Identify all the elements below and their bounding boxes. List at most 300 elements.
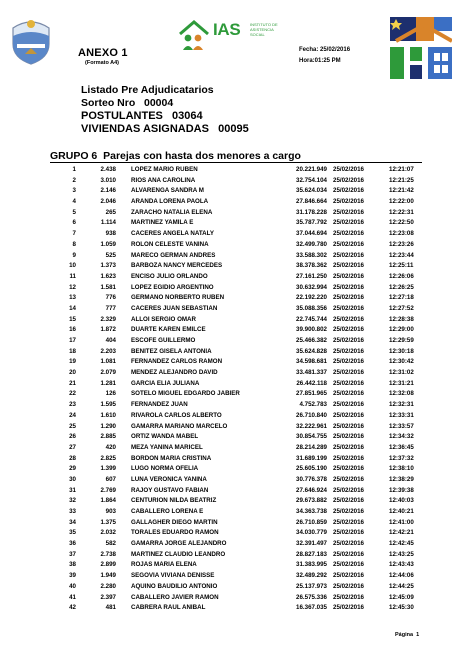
draw-time: 12:27:52 (389, 304, 414, 312)
applicant-name: BARBOZA NANCY MERCEDES (131, 262, 223, 270)
row-index: 20 (69, 369, 76, 377)
document-number: 30.854.755 (296, 433, 327, 441)
awardee-list (0, 165, 457, 614)
document-number: 31.383.995 (296, 561, 327, 569)
applicant-name: SOTELO MIGUEL EDGARDO JABIER (131, 390, 240, 398)
draw-date: 25/02/2016 (333, 337, 364, 344)
draw-date: 25/02/2016 (333, 604, 364, 612)
draw-time: 12:21:42 (389, 187, 414, 195)
list-item (0, 379, 457, 390)
document-number: 35.624.828 (296, 347, 327, 355)
draw-time: 12:23:26 (389, 240, 414, 248)
row-index: 31 (69, 486, 76, 494)
applicant-name: ALLOI SERGIO OMAR (131, 315, 196, 323)
list-item (0, 208, 457, 219)
row-index: 11 (69, 272, 76, 280)
list-item (0, 261, 457, 272)
document-number: 32.391.497 (296, 540, 327, 548)
row-index: 17 (69, 337, 76, 344)
row-index: 28 (69, 454, 76, 462)
document-number: 31.689.199 (296, 454, 327, 462)
document-number: 31.178.228 (296, 208, 327, 216)
annex-title: ANEXO 1 (78, 47, 128, 59)
applicant-name: MENDEZ ALEJANDRO DAVID (131, 369, 218, 377)
document-number: 27.846.664 (296, 198, 327, 206)
row-index: 26 (69, 433, 76, 441)
draw-date: 25/02/2016 (333, 582, 364, 590)
row-index: 9 (72, 251, 76, 259)
row-index: 24 (69, 411, 76, 419)
ias-logo-text: IAS (213, 20, 241, 39)
draw-date: 25/02/2016 (333, 529, 364, 537)
draw-date: 25/02/2016 (333, 187, 364, 195)
draw-time: 12:44:25 (389, 582, 414, 590)
document-number: 20.221.949 (296, 166, 327, 173)
draw-date: 25/02/2016 (333, 561, 364, 569)
listing-heading (81, 84, 249, 136)
applicant-name: LUGO NORMA OFELIA (131, 465, 199, 473)
applicant-name: GARCIA ELIA JULIANA (131, 379, 200, 387)
document-number: 35.624.034 (296, 187, 327, 195)
list-item (0, 571, 457, 582)
annex-subtitle: (Formato A4) (85, 60, 120, 66)
entry-number: 420 (105, 443, 116, 451)
entry-number: 607 (105, 475, 116, 483)
entry-number: 525 (105, 251, 116, 259)
draw-time: 12:29:59 (389, 337, 414, 344)
draw-time: 12:38:10 (389, 465, 414, 473)
applicant-name: RIOS ANA CAROLINA (131, 176, 196, 184)
ias-logo-subtext: INSTITUTO DE ASISTENCIA SOCIAL (250, 22, 278, 37)
draw-date: 25/02/2016 (333, 198, 364, 206)
entry-number: 2.397 (100, 593, 116, 601)
row-index: 1 (72, 166, 76, 173)
draw-date: 25/02/2016 (333, 465, 364, 473)
entry-number: 2.738 (100, 550, 116, 558)
draw-date: 25/02/2016 (333, 219, 364, 227)
draw-time: 12:31:02 (389, 369, 414, 377)
draw-time: 12:22:31 (389, 208, 414, 216)
applicant-name: BENITEZ GISELA ANTONIA (131, 347, 212, 355)
document-number: 34.363.738 (296, 508, 327, 515)
applicant-name: LOPEZ EGIDIO ARGENTINO (131, 283, 214, 291)
draw-time: 12:36:45 (389, 443, 414, 451)
applicant-name: GALLAGHER DIEGO MARTIN (131, 518, 218, 526)
entry-number: 1.610 (100, 411, 116, 419)
document-number: 25.466.382 (296, 337, 327, 344)
list-item (0, 283, 457, 294)
draw-date: 25/02/2016 (333, 240, 364, 248)
draw-time: 12:44:06 (389, 572, 414, 580)
applicant-name: ROLON CELESTE VANINA (131, 240, 209, 248)
row-index: 7 (72, 230, 76, 238)
document-number: 26.710.840 (296, 411, 327, 419)
draw-date: 25/02/2016 (333, 208, 364, 216)
draw-date: 25/02/2016 (333, 486, 364, 494)
draw-time: 12:23:44 (389, 251, 414, 259)
entry-number: 2.329 (100, 315, 116, 323)
entry-number: 404 (105, 337, 116, 344)
draw-time: 12:41:00 (389, 518, 414, 526)
list-item (0, 432, 457, 443)
list-item (0, 464, 457, 475)
document-number: 32.754.104 (296, 176, 327, 184)
entry-number: 1.114 (100, 219, 116, 227)
entry-number: 1.373 (100, 262, 116, 270)
list-item (0, 582, 457, 593)
row-index: 30 (69, 475, 76, 483)
document-number: 26.442.118 (296, 379, 327, 387)
draw-time: 12:22:00 (389, 198, 414, 206)
applicant-name: CACERES ANGELA NATALY (131, 230, 214, 238)
draw-date: 25/02/2016 (333, 475, 364, 483)
document-number: 28.827.183 (296, 550, 327, 558)
draw-date: 25/02/2016 (333, 283, 364, 291)
row-index: 6 (72, 219, 76, 227)
applicant-name: AQUINO BAUDILIO ANTONIO (131, 582, 218, 590)
applicant-name: ALVARENGA SANDRA M (131, 187, 204, 195)
row-index: 18 (69, 347, 76, 355)
list-item (0, 486, 457, 497)
entry-number: 1.595 (100, 401, 116, 409)
list-item (0, 593, 457, 604)
entry-number: 2.203 (100, 347, 116, 355)
document-number: 30.776.378 (296, 475, 327, 483)
draw-date: 25/02/2016 (333, 272, 364, 280)
draw-time: 12:32:31 (389, 401, 414, 409)
applicant-name: GERMANO NORBERTO RUBEN (131, 294, 225, 302)
list-item (0, 475, 457, 486)
draw-date: 25/02/2016 (333, 304, 364, 312)
list-item (0, 272, 457, 283)
applicant-name: CABRERA RAUL ANIBAL (131, 604, 206, 612)
draw-date: 25/02/2016 (333, 315, 364, 323)
document-number: 33.588.302 (296, 251, 327, 259)
row-index: 33 (69, 508, 76, 515)
draw-number: Sorteo Nro 00004 (81, 97, 174, 109)
draw-date: 25/02/2016 (333, 454, 364, 462)
entry-number: 2.438 (100, 166, 116, 173)
entry-number: 126 (105, 390, 116, 398)
document-number: 32.489.292 (296, 572, 327, 580)
applicant-name: ROJAS MARIA ELENA (131, 561, 197, 569)
draw-time: 12:42:21 (389, 529, 414, 537)
document-number: 38.378.362 (296, 262, 327, 270)
draw-date: 25/02/2016 (333, 176, 364, 184)
document-number: 32.222.961 (296, 422, 327, 430)
assigned-homes-count: VIVIENDAS ASIGNADAS 00095 (81, 123, 249, 135)
list-item (0, 443, 457, 454)
report-date: Fecha: 25/02/2016 (299, 47, 351, 53)
draw-time: 12:31:21 (389, 379, 414, 387)
draw-time: 12:23:08 (389, 230, 414, 238)
entry-number: 1.281 (100, 379, 116, 387)
group-title: GRUPO 6 Parejas con hasta dos menores a cargo (50, 150, 301, 162)
draw-date: 25/02/2016 (333, 230, 364, 238)
row-index: 23 (69, 401, 76, 409)
row-index: 15 (69, 315, 76, 323)
applicant-name: CABALLERO JAVIER RAMON (131, 593, 219, 601)
draw-time: 12:22:50 (389, 219, 414, 227)
list-item (0, 347, 457, 358)
row-index: 39 (69, 572, 76, 580)
draw-time: 12:40:03 (389, 497, 414, 505)
draw-date: 25/02/2016 (333, 401, 364, 409)
draw-time: 12:40:21 (389, 508, 414, 515)
entry-number: 3.010 (100, 176, 116, 184)
list-item (0, 389, 457, 400)
applicant-name: GAMARRA MARIANO MARCELO (131, 422, 228, 430)
entry-number: 2.885 (100, 433, 116, 441)
applicant-name: DUARTE KAREN EMILCE (131, 326, 206, 334)
row-index: 13 (69, 294, 76, 302)
entry-number: 1.581 (100, 283, 116, 291)
draw-time: 12:21:07 (389, 166, 414, 173)
applicant-name: MARTINEZ CLAUDIO LEANDRO (131, 550, 226, 558)
draw-time: 12:43:25 (389, 550, 414, 558)
draw-date: 25/02/2016 (333, 358, 364, 366)
document-number: 22.192.220 (296, 294, 327, 302)
draw-date: 25/02/2016 (333, 294, 364, 302)
draw-date: 25/02/2016 (333, 326, 364, 334)
applicant-name: CACERES JUAN SEBASTIAN (131, 304, 218, 312)
applicant-name: FERNANDEZ JUAN (131, 401, 188, 409)
entry-number: 265 (105, 208, 116, 216)
document-number: 25.605.190 (296, 465, 327, 473)
document-number: 4.752.783 (299, 401, 327, 409)
row-index: 35 (69, 529, 76, 537)
row-index: 34 (69, 518, 76, 526)
listing-title: Listado Pre Adjudicatarios (81, 84, 214, 96)
document-number: 32.499.780 (296, 240, 327, 248)
document-number: 27.851.965 (296, 390, 327, 398)
entry-number: 582 (105, 540, 116, 548)
entry-number: 2.280 (100, 582, 116, 590)
document-number: 35.787.792 (296, 219, 327, 227)
list-item (0, 251, 457, 262)
draw-time: 12:30:18 (389, 347, 414, 355)
list-item (0, 411, 457, 422)
document-number: 33.481.337 (296, 369, 327, 377)
list-item (0, 454, 457, 465)
draw-date: 25/02/2016 (333, 508, 364, 515)
document-number: 35.088.356 (296, 304, 327, 312)
applicant-name: ENCISO JULIO ORLANDO (131, 272, 208, 280)
draw-date: 25/02/2016 (333, 497, 364, 505)
draw-time: 12:33:57 (389, 422, 414, 430)
list-item (0, 400, 457, 411)
list-item (0, 229, 457, 240)
applicant-name: ZARACHO NATALIA ELENA (131, 208, 213, 216)
applicant-name: ARANDA LORENA PAOLA (131, 198, 209, 206)
row-index: 21 (69, 379, 76, 387)
entry-number: 2.146 (100, 187, 116, 195)
page-number: Página 1 (395, 632, 420, 638)
applicant-name: GAMARRA JORGE ALEJANDRO (131, 540, 227, 548)
entry-number: 2.079 (100, 369, 116, 377)
applicant-name: CABALLERO LORENA E (131, 508, 204, 515)
list-item (0, 518, 457, 529)
entry-number: 1.290 (100, 422, 116, 430)
row-index: 40 (69, 582, 76, 590)
document-number: 34.030.779 (296, 529, 327, 537)
list-item (0, 304, 457, 315)
draw-time: 12:42:45 (389, 540, 414, 548)
list-item (0, 422, 457, 433)
list-item (0, 528, 457, 539)
applicant-name: LUNA VERONICA YANINA (131, 475, 207, 483)
applicant-name: MEZA YANINA MARICEL (131, 443, 203, 451)
row-index: 41 (69, 593, 76, 601)
entry-number: 938 (105, 230, 116, 238)
draw-time: 12:37:32 (389, 454, 414, 462)
applicant-name: CENTURION NILDA BEATRIZ (131, 497, 217, 505)
draw-date: 25/02/2016 (333, 369, 364, 377)
draw-time: 12:45:09 (389, 593, 414, 601)
applicant-name: ORTIZ WANDA MABEL (131, 433, 199, 441)
list-item (0, 325, 457, 336)
row-index: 12 (69, 283, 76, 291)
entry-number: 1.949 (100, 572, 116, 580)
draw-date: 25/02/2016 (333, 347, 364, 355)
housing-deco-icon (390, 17, 452, 79)
document-number: 37.044.694 (296, 230, 327, 238)
list-item (0, 539, 457, 550)
draw-date: 25/02/2016 (333, 251, 364, 259)
document-number: 28.214.289 (296, 443, 327, 451)
list-item (0, 603, 457, 614)
document-number: 26.575.336 (296, 593, 327, 601)
draw-date: 25/02/2016 (333, 518, 364, 526)
group-divider (50, 162, 422, 163)
entry-number: 1.399 (100, 465, 116, 473)
document-number: 27.646.924 (296, 486, 327, 494)
entry-number: 903 (105, 508, 116, 515)
list-item (0, 315, 457, 326)
row-index: 19 (69, 358, 76, 366)
applicant-name: ESCOFE GUILLERMO (131, 337, 196, 344)
entry-number: 481 (105, 604, 116, 612)
draw-time: 12:26:25 (389, 283, 414, 291)
row-index: 3 (72, 187, 76, 195)
entry-number: 1.872 (100, 326, 116, 334)
document-number: 25.137.973 (296, 582, 327, 590)
list-item (0, 197, 457, 208)
list-item (0, 336, 457, 347)
list-item (0, 186, 457, 197)
row-index: 38 (69, 561, 76, 569)
applicants-count: POSTULANTES 03064 (81, 110, 203, 122)
document-number: 27.161.250 (296, 272, 327, 280)
document-number: 30.632.994 (296, 283, 327, 291)
list-item (0, 240, 457, 251)
draw-date: 25/02/2016 (333, 540, 364, 548)
row-index: 14 (69, 304, 76, 312)
entry-number: 1.375 (100, 518, 116, 526)
entry-number: 2.046 (100, 198, 116, 206)
draw-time: 12:21:25 (389, 176, 414, 184)
entry-number: 1.864 (100, 497, 116, 505)
draw-time: 12:32:08 (389, 390, 414, 398)
row-index: 8 (72, 240, 76, 248)
applicant-name: MARECO GERMAN ANDRES (131, 251, 216, 259)
applicant-name: TORALES EDUARDO RAMON (131, 529, 219, 537)
draw-date: 25/02/2016 (333, 262, 364, 270)
row-index: 16 (69, 326, 76, 334)
draw-date: 25/02/2016 (333, 422, 364, 430)
applicant-name: MARTINEZ YAMILA E (131, 219, 194, 227)
draw-date: 25/02/2016 (333, 379, 364, 387)
list-item (0, 293, 457, 304)
draw-time: 12:45:30 (389, 604, 414, 612)
draw-time: 12:33:31 (389, 411, 414, 419)
document-number: 26.710.859 (296, 518, 327, 526)
draw-date: 25/02/2016 (333, 166, 364, 173)
draw-date: 25/02/2016 (333, 443, 364, 451)
entry-number: 776 (105, 294, 116, 302)
draw-date: 25/02/2016 (333, 433, 364, 441)
list-item (0, 496, 457, 507)
document-number: 34.598.681 (296, 358, 327, 366)
document-number: 16.367.035 (296, 604, 327, 612)
row-index: 29 (69, 465, 76, 473)
draw-date: 25/02/2016 (333, 593, 364, 601)
row-index: 10 (69, 262, 76, 270)
entry-number: 2.769 (100, 486, 116, 494)
list-item (0, 357, 457, 368)
list-item (0, 368, 457, 379)
draw-time: 12:30:42 (389, 358, 414, 366)
report-time: Hora:01:25 PM (299, 58, 341, 64)
draw-date: 25/02/2016 (333, 390, 364, 398)
draw-time: 12:34:32 (389, 433, 414, 441)
entry-number: 1.081 (100, 358, 116, 366)
entry-number: 2.825 (100, 454, 116, 462)
entry-number: 2.899 (100, 561, 116, 569)
row-index: 27 (69, 443, 76, 451)
applicant-name: BORDON MARIA CRISTINA (131, 454, 212, 462)
draw-date: 25/02/2016 (333, 411, 364, 419)
draw-time: 12:29:00 (389, 326, 414, 334)
province-shield-icon (7, 14, 55, 66)
draw-time: 12:27:18 (389, 294, 414, 302)
entry-number: 1.059 (100, 240, 116, 248)
list-item (0, 560, 457, 571)
applicant-name: FERNANDEZ CARLOS RAMON (131, 358, 223, 366)
applicant-name: LOPEZ MARIO RUBEN (131, 166, 198, 173)
row-index: 22 (69, 390, 76, 398)
draw-time: 12:28:38 (389, 315, 414, 323)
row-index: 37 (69, 550, 76, 558)
entry-number: 1.623 (100, 272, 116, 280)
document-number: 22.745.744 (296, 315, 327, 323)
list-item (0, 507, 457, 518)
applicant-name: RIVAROLA CARLOS ALBERTO (131, 411, 222, 419)
entry-number: 2.032 (100, 529, 116, 537)
document-number: 29.673.882 (296, 497, 327, 505)
row-index: 42 (69, 604, 76, 612)
row-index: 5 (72, 208, 76, 216)
list-item (0, 165, 457, 176)
draw-time: 12:38:29 (389, 475, 414, 483)
row-index: 36 (69, 540, 76, 548)
list-item (0, 550, 457, 561)
draw-time: 12:39:38 (389, 486, 414, 494)
draw-time: 12:26:06 (389, 272, 414, 280)
row-index: 4 (72, 198, 76, 206)
applicant-name: RAJOY GUSTAVO FABIAN (131, 486, 209, 494)
draw-time: 12:25:11 (389, 262, 414, 270)
